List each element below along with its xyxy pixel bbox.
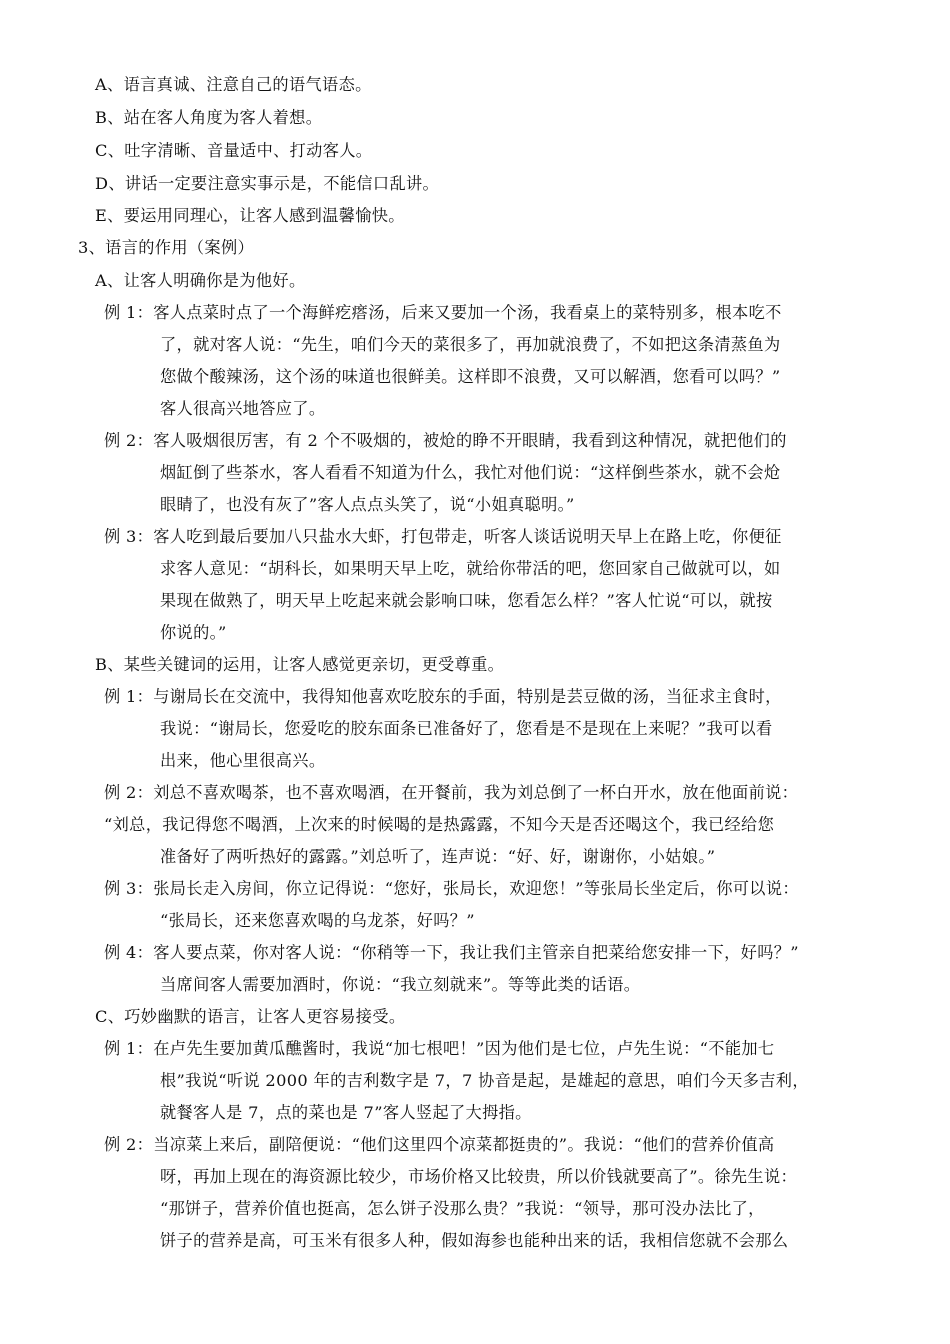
text-line: 出来，他心里很高兴。	[160, 751, 326, 770]
text-line: “那饼子，营养价值也挺高，怎么饼子没那么贵？”我说：“领导，那可没办法比了，	[160, 1199, 765, 1218]
example-line: 例 2：刘总不喜欢喝茶，也不喜欢喝酒，在开餐前，我为刘总倒了一杯白开水，放在他面前说：	[104, 783, 799, 802]
example-line: 例 3：张局长走入房间，你立记得说：“您好，张局长，欢迎您！”等张局长坐定后，你可以说：	[104, 879, 799, 898]
text-line: 您做个酸辣汤，这个汤的味道也很鲜美。这样即不浪费，又可以解酒，您看可以吗？”	[160, 367, 781, 386]
text-line: 呀，再加上现在的海资源比较少，市场价格又比较贵，所以价钱就要高了”。徐先生说：	[160, 1167, 798, 1186]
text-line: 我说：“谢局长，您爱吃的胶东面条已准备好了，您看是不是现在上来呢？”我可以看	[160, 719, 773, 738]
example-line: 例 2：当凉菜上来后，副陪便说：“他们这里四个凉菜都挺贵的”。我说：“他们的营养价值高	[104, 1135, 775, 1154]
text-line: C、吐字清晰、音量适中、打动客人。	[95, 141, 373, 160]
subsection-heading: A、让客人明确你是为他好。	[95, 271, 306, 290]
text-line: A、语言真诚、注意自己的语气语态。	[95, 75, 372, 94]
example-line: 例 4：客人要点菜，你对客人说：“你稍等一下，我让我们主管亲自把菜给您安排一下，好吗？”	[104, 943, 799, 962]
text-line: 果现在做熟了，明天早上吃起来就会影响口味，您看怎么样？”客人忙说“可以，就按	[160, 591, 773, 610]
text-line: 客人很高兴地答应了。	[160, 399, 326, 418]
text-line: 了，就对客人说：“先生，咱们今天的菜很多了，再加就浪费了，不如把这条清蒸鱼为	[160, 335, 781, 354]
text-line: 饼子的营养是高，可玉米有很多人种，假如海参也能种出来的话，我相信您就不会那么	[160, 1231, 789, 1250]
text-line: 烟缸倒了些茶水，客人看看不知道为什么，我忙对他们说：“这样倒些茶水，就不会炝	[160, 463, 781, 482]
example-line: 例 1：在卢先生要加黄瓜醮酱时，我说“加七根吧！”因为他们是七位，卢先生说：“不能加七	[104, 1039, 775, 1058]
example-line: 例 2：客人吸烟很厉害，有 2 个不吸烟的，被炝的睁不开眼睛，我看到这种情况，就把他们的	[104, 431, 787, 450]
text-line: 眼睛了，也没有灰了”客人点点头笑了，说“小姐真聪明。”	[160, 495, 575, 514]
text-line: B、站在客人角度为客人着想。	[95, 108, 323, 127]
example-line: 例 1：客人点菜时点了一个海鲜疙瘩汤，后来又要加一个汤，我看桌上的菜特别多，根本吃不	[104, 303, 782, 322]
text-line: 求客人意见：“胡科长，如果明天早上吃，就给你带活的吧，您回家自己做就可以，如	[160, 559, 781, 578]
subsection-heading: B、某些关键词的运用，让客人感觉更亲切，更受尊重。	[95, 655, 505, 674]
text-line: 就餐客人是 7，点的菜也是 7”客人竖起了大拇指。	[160, 1103, 532, 1122]
text-line: 你说的。”	[160, 623, 227, 642]
example-line: 例 3：客人吃到最后要加八只盐水大虾，打包带走，听客人谈话说明天早上在路上吃，你便征	[104, 527, 782, 546]
text-line: “刘总，我记得您不喝酒，上次来的时候喝的是热露露，不知今天是否还喝这个，我已经给您	[104, 815, 775, 834]
text-line: E、要运用同理心，让客人感到温馨愉快。	[95, 206, 405, 225]
text-line: 当席间客人需要加酒时，你说：“我立刻就来”。等等此类的话语。	[160, 975, 641, 994]
subsection-heading: C、巧妙幽默的语言，让客人更容易接受。	[95, 1007, 406, 1026]
text-line: 根”我说“听说 2000 年的吉利数字是 7，7 协音是起，是雄起的意思，咱们今天多吉利，	[160, 1071, 809, 1090]
text-line: D、讲话一定要注意实事示是，不能信口乱讲。	[95, 174, 440, 193]
example-line: 例 1：与谢局长在交流中，我得知他喜欢吃胶东的手面，特别是芸豆做的汤，当征求主食时，	[104, 687, 782, 706]
text-line: 准备好了两听热好的露露。”刘总听了，连声说：“好、好，谢谢你，小姑娘。”	[160, 847, 716, 866]
section-heading: 3、语言的作用（案例）	[78, 238, 255, 257]
text-line: “张局长，还来您喜欢喝的乌龙茶，好吗？”	[160, 911, 475, 930]
